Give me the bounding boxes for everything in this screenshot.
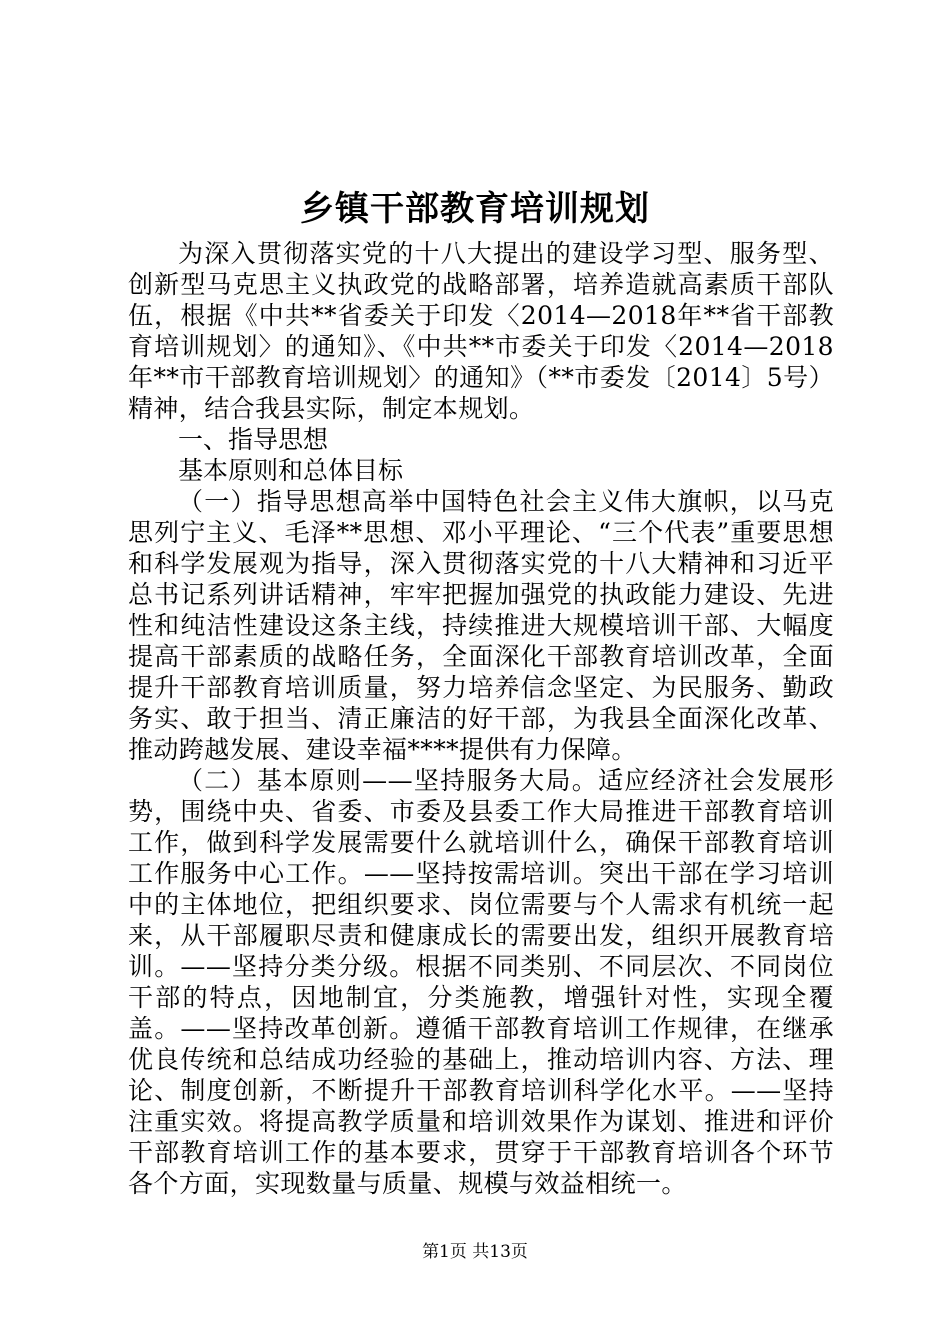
basic-principles-paragraph: （二）基本原则——坚持服务大局。适应经济社会发展形势，围绕中央、省委、市委及县委工作大局推进干部教育培训工作，做到科学发展需要什么就培训什么，确保干部教育培训工作服务中心工作。——坚持按需培训。突出干部在学习培训中的主体地位，把组织要求、岗位需要与个人需求有机统一起来，从干部履职尽责和健康成长的需要出发，组织开展教育培训。——坚持分类分级。根据不同类别、不同层次、不同岗位干部的特点，因地制宜，分类施教，增强针对性，实现全覆盖。——坚持改革创新。遵循干部教育培训工作规律，在继承优良传统和总结成功经验的基础上，推动培训内容、方法、理论、制度创新，不断提升干部教育培训科学化水平。——坚持注重实效。将提高教学质量和培训效果作为谋划、推进和评价干部教育培训工作的基本要求，贯穿于干部教育培训各个环节各个方面，实现数量与质量、规模与效益相统一。 [128, 766, 834, 1198]
page-number-footer: 第1页 共13页 [422, 1242, 528, 1262]
intro-paragraph: 为深入贯彻落实党的十八大提出的建设学习型、服务型、创新型马克思主义执政党的战略部署，培养造就高素质干部队伍，根据《中共**省委关于印发〈2014—2018年**省干部教育培训规划〉的通知》、《中共**市委关于印发〈2014—2018年**市干部教育培训规划〉的通知》（**市委发〔2014〕5号）精神，结合我县实际，制定本规划。 [128, 239, 834, 423]
document-title: 乡镇干部教育培训规划 [300, 189, 650, 229]
section-heading-guiding-ideology: 一、指导思想 [178, 425, 329, 454]
guiding-ideology-paragraph: （一）指导思想高举中国特色社会主义伟大旗帜，以马克思列宁主义、毛泽**思想、邓小平理论、“三个代表”重要思想和科学发展观为指导，深入贯彻落实党的十八大精神和习近平总书记系列讲话精神，牢牢把握加强党的执政能力建设、先进性和纯洁性建设这条主线，持续推进大规模培训干部、大幅度提高干部素质的战略任务，全面深化干部教育培训改革，全面提升干部教育培训质量，努力培养信念坚定、为民服务、勤政务实、敢于担当、清正廉洁的好干部，为我县全面深化改革、推动跨越发展、建设幸福****提供有力保障。 [128, 487, 834, 764]
document-body [128, 238, 834, 1199]
section-subheading-principles: 基本原则和总体目标 [178, 456, 404, 485]
